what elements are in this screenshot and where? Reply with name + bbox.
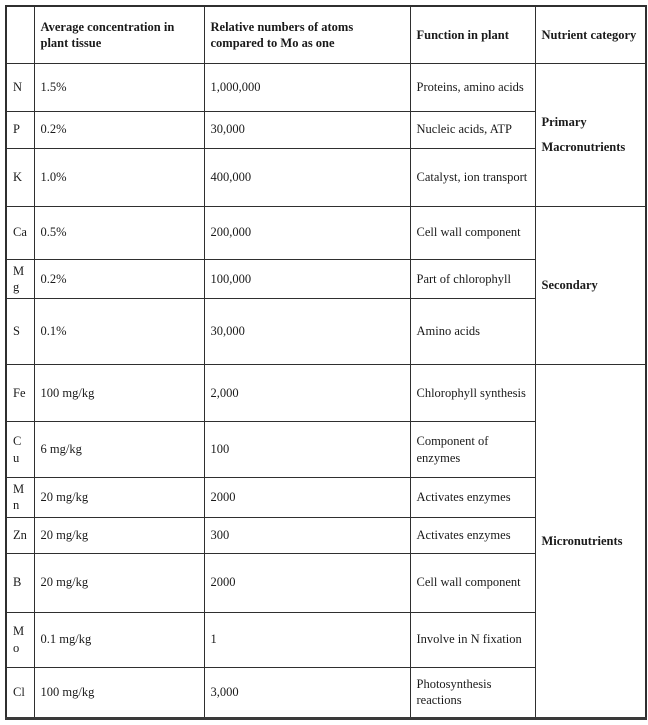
atoms-cell: 400,000 bbox=[204, 148, 410, 206]
element-cell: N bbox=[6, 63, 34, 111]
function-cell: Cell wall component bbox=[410, 553, 535, 612]
function-cell: Amino acids bbox=[410, 299, 535, 365]
concentration-cell: 20 mg/kg bbox=[34, 517, 204, 553]
table-row bbox=[6, 206, 646, 259]
concentration-cell: 0.2% bbox=[34, 111, 204, 148]
atoms-cell: 100,000 bbox=[204, 259, 410, 299]
atoms-cell: 300 bbox=[204, 517, 410, 553]
element-cell: B bbox=[6, 553, 34, 612]
function-cell: Nucleic acids, ATP bbox=[410, 111, 535, 148]
atoms-cell: 1,000,000 bbox=[204, 63, 410, 111]
function-cell: Photosynthesis reactions bbox=[410, 667, 535, 718]
atoms-cell: 30,000 bbox=[204, 299, 410, 365]
concentration-cell: 20 mg/kg bbox=[34, 478, 204, 518]
nutrient-table bbox=[5, 5, 647, 720]
element-cell: Mn bbox=[6, 478, 34, 518]
element-cell: Mo bbox=[6, 612, 34, 667]
category-cell bbox=[535, 206, 646, 365]
concentration-cell: 1.5% bbox=[34, 63, 204, 111]
element-cell: Mg bbox=[6, 259, 34, 299]
element-cell: Fe bbox=[6, 365, 34, 422]
function-cell: Catalyst, ion transport bbox=[410, 148, 535, 206]
header-function: Function in plant bbox=[410, 6, 535, 63]
function-cell: Cell wall component bbox=[410, 206, 535, 259]
atoms-cell: 3,000 bbox=[204, 667, 410, 718]
element-cell: Cl bbox=[6, 667, 34, 718]
header-category: Nutrient category bbox=[535, 6, 646, 63]
element-cell: K bbox=[6, 148, 34, 206]
category-cell bbox=[535, 63, 646, 206]
element-cell: P bbox=[6, 111, 34, 148]
function-cell: Activates enzymes bbox=[410, 478, 535, 518]
header-atoms: Relative numbers of atoms compared to Mo as one bbox=[204, 6, 410, 63]
atoms-cell: 200,000 bbox=[204, 206, 410, 259]
element-cell: Cu bbox=[6, 422, 34, 478]
concentration-cell: 0.1 mg/kg bbox=[34, 612, 204, 667]
function-cell: Proteins, amino acids bbox=[410, 63, 535, 111]
table-row bbox=[6, 365, 646, 422]
category-label: Primary bbox=[541, 114, 587, 129]
function-cell: Chlorophyll synthesis bbox=[410, 365, 535, 422]
function-cell: Involve in N fixation bbox=[410, 612, 535, 667]
category-label: Micronutrients bbox=[541, 533, 623, 548]
concentration-cell: 0.5% bbox=[34, 206, 204, 259]
concentration-cell: 1.0% bbox=[34, 148, 204, 206]
concentration-cell: 0.1% bbox=[34, 299, 204, 365]
concentration-cell: 100 mg/kg bbox=[34, 365, 204, 422]
header-row bbox=[6, 6, 646, 63]
header-element bbox=[6, 6, 34, 63]
function-cell: Component of enzymes bbox=[410, 422, 535, 478]
header-concentration: Average concentration in plant tissue bbox=[34, 6, 204, 63]
function-cell: Activates enzymes bbox=[410, 517, 535, 553]
category-cell bbox=[535, 365, 646, 719]
atoms-cell: 30,000 bbox=[204, 111, 410, 148]
atoms-cell: 1 bbox=[204, 612, 410, 667]
concentration-cell: 100 mg/kg bbox=[34, 667, 204, 718]
table-row bbox=[6, 63, 646, 111]
category-label: Secondary bbox=[541, 278, 598, 293]
atoms-cell: 2,000 bbox=[204, 365, 410, 422]
atoms-cell: 2000 bbox=[204, 553, 410, 612]
element-cell: S bbox=[6, 299, 34, 365]
concentration-cell: 20 mg/kg bbox=[34, 553, 204, 612]
category-label: Macronutrients bbox=[541, 140, 626, 154]
function-cell: Part of chlorophyll bbox=[410, 259, 535, 299]
atoms-cell: 100 bbox=[204, 422, 410, 478]
concentration-cell: 6 mg/kg bbox=[34, 422, 204, 478]
element-cell: Zn bbox=[6, 517, 34, 553]
element-cell: Ca bbox=[6, 206, 34, 259]
atoms-cell: 2000 bbox=[204, 478, 410, 518]
concentration-cell: 0.2% bbox=[34, 259, 204, 299]
